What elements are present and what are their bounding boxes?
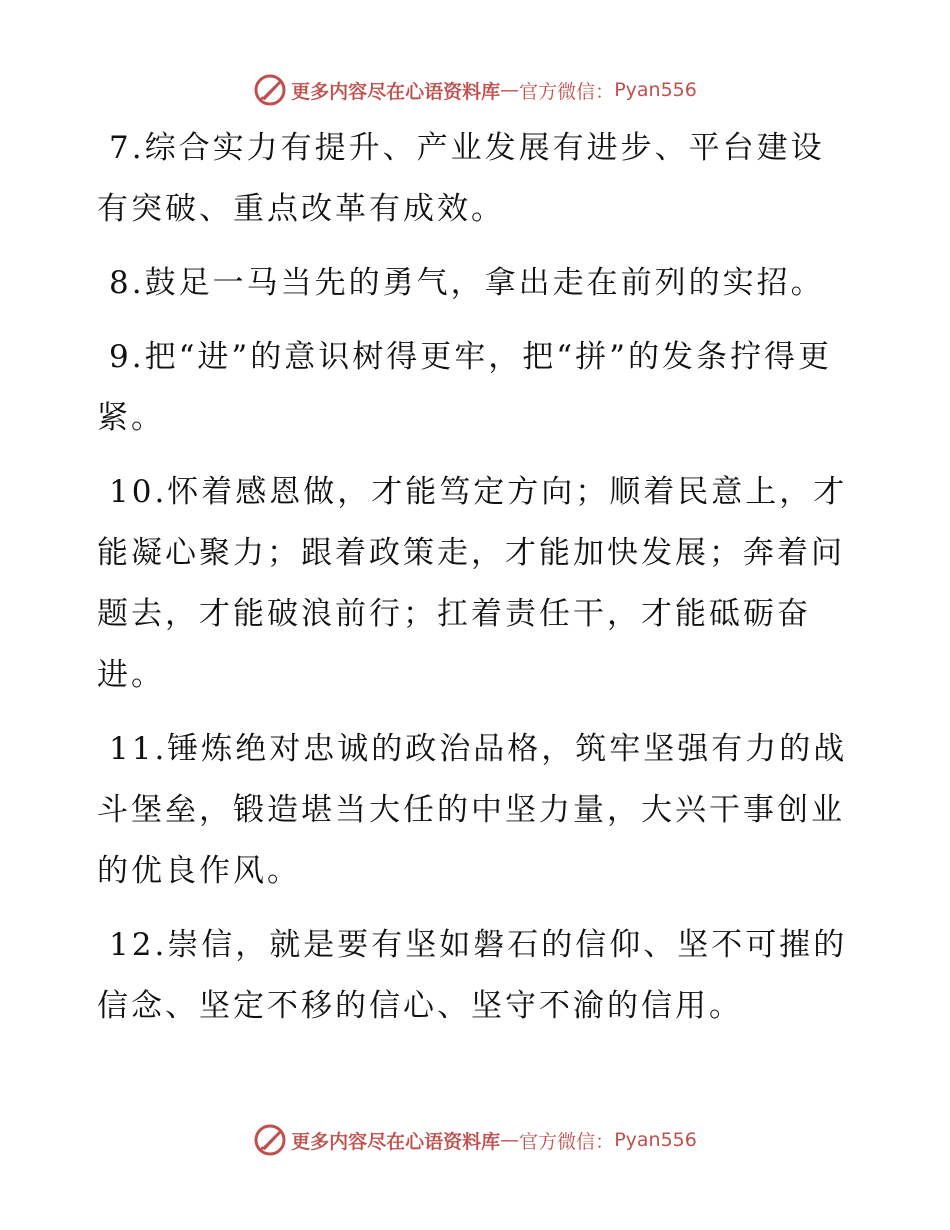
quill-pen-logo-icon	[253, 73, 287, 107]
paragraph-10: 10.怀着感恩做，才能笃定方向；顺着民意上，才能凝心聚力；跟着政策走，才能加快发展；奔着问题去，才能破浪前行；扛着责任干，才能砥砺奋进。	[97, 474, 848, 693]
watermark-wechat-id: Pyan556	[614, 1129, 697, 1151]
document-body	[97, 118, 857, 1050]
watermark-dash: —	[500, 79, 520, 101]
watermark-wechat-label: 官方微信：	[519, 1130, 615, 1153]
paragraph-8: 8.鼓足一马当先的勇气，拿出走在前列的实招。	[109, 265, 825, 301]
paragraph-9: 9.把“进”的意识树得更牢，把“拼”的发条拧得更紧。	[97, 339, 832, 436]
watermark-dash: —	[500, 1129, 520, 1151]
paragraph-11: 11.锤炼绝对忠诚的政治品格，筑牢坚强有力的战斗堡垒，锻造堪当大任的中坚力量，大兴干事创业的优良作风。	[97, 731, 848, 889]
paragraph-12: 12.崇信，就是要有坚如磐石的信仰、坚不可摧的信念、坚定不移的信心、坚守不渝的信用。	[97, 927, 848, 1024]
watermark-main-text: 更多内容尽在心语资料库	[291, 1130, 501, 1153]
watermark-wechat-id: Pyan556	[614, 79, 697, 101]
footer-watermark	[0, 1120, 950, 1160]
watermark-wechat-label: 官方微信：	[519, 80, 615, 103]
paragraph-7: 7.综合实力有提升、产业发展有进步、平台建设有突破、重点改革有成效。	[97, 130, 825, 227]
header-watermark	[0, 70, 950, 110]
quill-pen-logo-icon	[253, 1123, 287, 1157]
watermark-main-text: 更多内容尽在心语资料库	[291, 80, 501, 103]
